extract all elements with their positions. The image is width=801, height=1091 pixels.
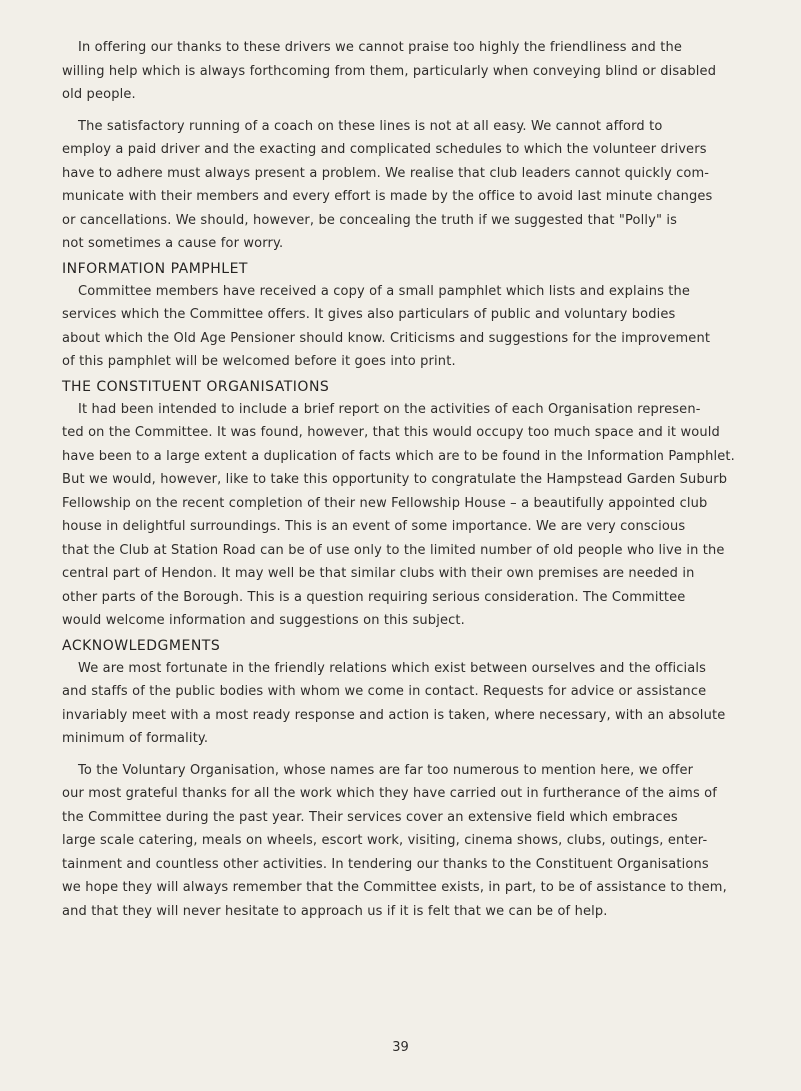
text-line: not sometimes a cause for worry. — [62, 236, 284, 251]
text-line: our most grateful thanks for all the work which they have carried out in furtherance of the aims of — [62, 786, 718, 801]
text-line: To the Voluntary Organisation, whose names are far too numerous to mention here, we offer — [78, 762, 694, 778]
text-line: In offering our thanks to these drivers we cannot praise too highly the friendliness and the — [78, 40, 682, 55]
text-line: and that they will never hesitate to approach us if it is felt that we can be of help. — [62, 903, 608, 919]
text-line: large scale catering, meals on wheels, escort work, visiting, cinema shows, clubs, outings, enter- — [62, 833, 708, 848]
section-heading: THE CONSTITUENT ORGANISATIONS — [62, 378, 330, 395]
page-number: 39 — [392, 1040, 409, 1055]
section-heading: INFORMATION PAMPHLET — [62, 260, 248, 277]
text-line: or cancellations. We should, however, be concealing the truth if we suggested that "Polly" is — [62, 212, 678, 228]
paragraph — [62, 657, 744, 751]
paragraph-gap — [62, 751, 744, 759]
text-line: We are most fortunate in the friendly relations which exist between ourselves and the officials — [78, 660, 707, 676]
text-line: have been to a large extent a duplication of facts which are to be found in the Information Pamphlet. — [62, 448, 735, 464]
text-line: ted on the Committee. It was found, however, that this would occupy too much space and it would — [62, 425, 720, 440]
text-line: and staffs of the public bodies with whom we come in contact. Requests for advice or assistance — [62, 684, 707, 699]
text-line: willing help which is always forthcoming from them, particularly when conveying blind or disabled — [62, 63, 717, 79]
paragraph-gap — [62, 107, 744, 115]
text-line: minimum of formality. — [62, 731, 209, 746]
text-line: we hope they will always remember that the Committee exists, in part, to be of assistance to them, — [62, 880, 727, 895]
text-line: The satisfactory running of a coach on these lines is not at all easy. We cannot afford to — [78, 118, 663, 134]
text-line: invariably meet with a most ready response and action is taken, where necessary, with an absolute — [62, 707, 726, 723]
text-line: Fellowship on the recent completion of their new Fellowship House – a beautifully appointed club — [62, 495, 708, 511]
text-line: would welcome information and suggestions on this subject. — [62, 613, 465, 628]
text-line: It had been intended to include a brief report on the activities of each Organisation represen- — [78, 401, 701, 417]
paragraph — [62, 398, 744, 633]
text-line: central part of Hendon. It may well be that similar clubs with their own premises are needed in — [62, 566, 695, 581]
text-line: tainment and countless other activities. In tendering our thanks to the Constituent Organisations — [62, 856, 709, 872]
paragraph — [62, 115, 744, 256]
text-line: services which the Committee offers. It gives also particulars of public and voluntary bodies — [62, 307, 676, 322]
paragraph — [62, 36, 744, 107]
text-line: the Committee during the past year. Their services cover an extensive field which embraces — [62, 809, 678, 825]
text-line: employ a paid driver and the exacting and complicated schedules to which the volunteer drivers — [62, 142, 707, 157]
text-line: But we would, however, like to take this opportunity to congratulate the Hampstead Garden Suburb — [62, 472, 728, 487]
paragraph — [62, 759, 744, 924]
text-line: house in delightful surroundings. This is an event of some importance. We are very conscious — [62, 519, 686, 534]
text-line: of this pamphlet will be welcomed before it goes into print. — [62, 354, 456, 369]
section-heading: ACKNOWLEDGMENTS — [62, 637, 221, 654]
text-line: old people. — [62, 87, 136, 102]
text-line: have to adhere must always present a problem. We realise that club leaders cannot quickly com- — [62, 165, 710, 181]
text-line: that the Club at Station Road can be of use only to the limited number of old people who live in the — [62, 542, 725, 558]
text-line: Committee members have received a copy of a small pamphlet which lists and explains the — [78, 283, 691, 299]
text-line: municate with their members and every effort is made by the office to avoid last minute changes — [62, 189, 713, 204]
document-page — [62, 36, 744, 923]
text-line: other parts of the Borough. This is a question requiring serious consideration. The Committee — [62, 589, 686, 605]
text-line: about which the Old Age Pensioner should know. Criticisms and suggestions for the improvement — [62, 330, 711, 346]
paragraph — [62, 280, 744, 374]
